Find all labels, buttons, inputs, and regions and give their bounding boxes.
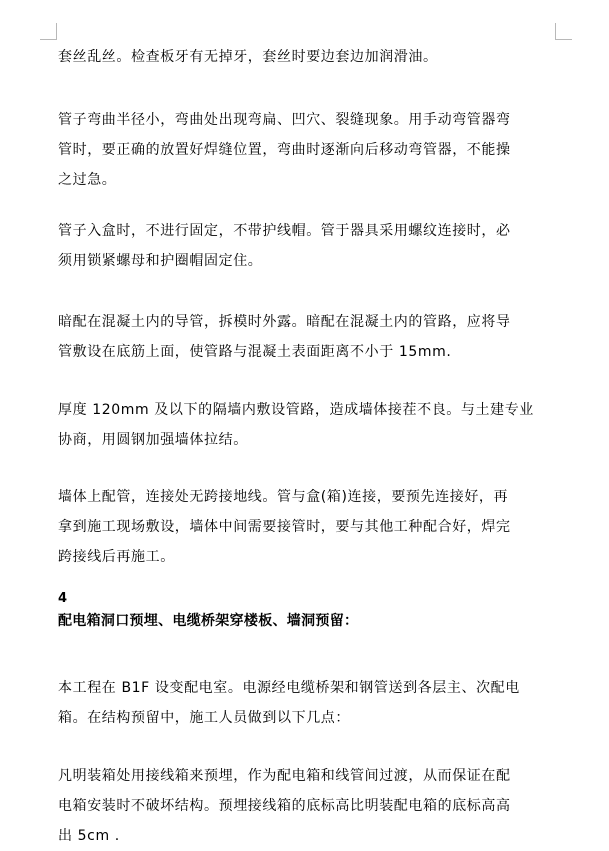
paragraph-junction-box: 凡明装箱处用接线箱来预埋，作为配电箱和线管间过渡，从而保证在配 电箱安装时不破坏结构。预埋接线箱的底标高比明装配电箱的底标高高 出 5cm . [58,768,511,844]
page-corner-mark-right [555,23,572,40]
paragraph-substation-intro: 本工程在 B1F 设变配电室。电源经电缆桥架和钢管送到各层主、次配电 箱。在结构预留中，施工人员做到以下几点： [58,680,520,726]
paragraph-wall-conduit-bonding: 墙体上配管，连接处无跨接地线。管与盒(箱)连接，要预先连接好，再 拿到施工现场敷设，墙体中间需要接管时，要与其他工种配合好，焊完 跨接线后再施工。 [58,489,511,565]
paragraph-thread-cutting: 套丝乱丝。检查板牙有无掉牙，套丝时要边套边加润滑油。 [58,49,438,65]
paragraph-box-entry: 管子入盒时，不进行固定，不带护线帽。管于器具采用螺纹连接时，必 须用锁紧螺母和护圈帽固定住。 [58,223,511,269]
paragraph-partition-wall: 厚度 120mm 及以下的隔墙内敷设管路，造成墙体接茬不良。与土建专业 协商，用圆钢加强墙体拉结。 [58,402,534,448]
paragraph-concealed-conduit: 暗配在混凝土内的导管，拆模时外露。暗配在混凝土内的管路，应将导 管敷设在底筋上面，使管路与混凝土表面距离不小于 15mm. [58,314,511,360]
paragraph-pipe-bending: 管子弯曲半径小，弯曲处出现弯扁、凹穴、裂缝现象。用手动弯管器弯 管时，要正确的放置好焊缝位置，弯曲时逐渐向后移动弯管器，不能操 之过急。 [58,112,511,188]
section-number: 4 [58,591,68,606]
section-title: 配电箱洞口预埋、电缆桥架穿楼板、墙洞预留： [58,613,359,629]
page-corner-mark-left [40,23,57,40]
